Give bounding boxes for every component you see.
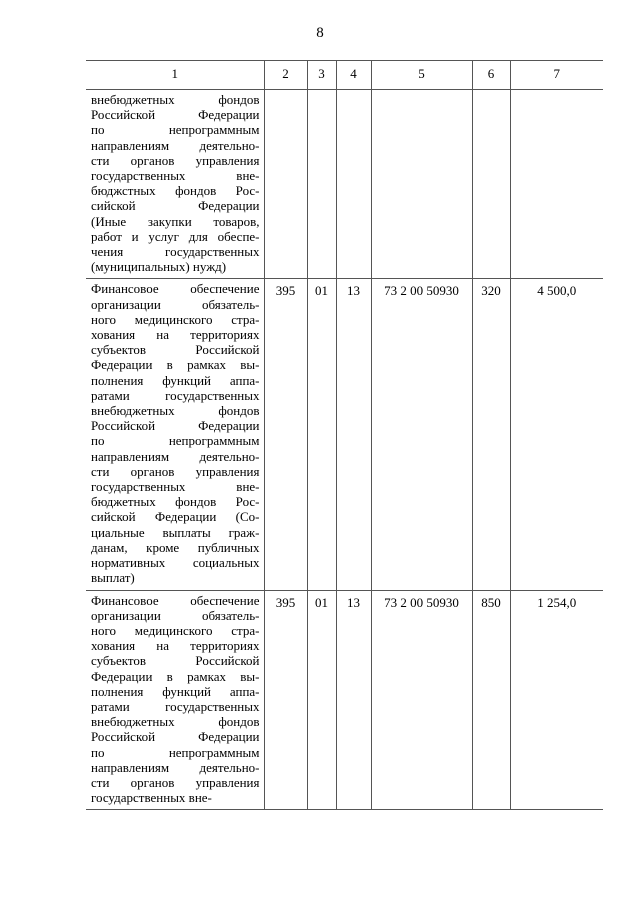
cell-target-article (371, 90, 472, 279)
description-line: государственных вне- (91, 479, 260, 495)
row-description (86, 279, 264, 590)
table-header-row (86, 61, 603, 90)
description-line: бюджетных фондов Рос- (91, 494, 260, 510)
description-line: (муниципальных) нужд) (91, 259, 227, 275)
header-col-5: 5 (371, 61, 472, 90)
description-line: сти органов управления (91, 463, 260, 479)
cell-admin-code (264, 90, 307, 279)
cell-section: 01 (307, 279, 336, 590)
description-line: ного медицинского стра- (91, 622, 260, 638)
description-line: Федерации в рамках вы- (91, 357, 260, 373)
description-line: государственных вне- (91, 168, 260, 184)
cell-admin-code: 395 (264, 590, 307, 810)
cell-amount: 1 254,0 (510, 590, 603, 810)
cell-expense-type: 850 (472, 590, 510, 810)
budget-table (86, 60, 603, 810)
description-line: хования на территориях (91, 638, 260, 654)
header-col-4: 4 (336, 61, 371, 90)
description-line: направлениям деятельно- (91, 759, 260, 775)
description-line: (Иные закупки товаров, (91, 213, 260, 229)
cell-target-article: 73 2 00 50930 (371, 590, 472, 810)
description-line: сийской Федерации (91, 198, 260, 214)
cell-expense-type: 320 (472, 279, 510, 590)
row-description (86, 590, 264, 810)
description-line: ного медицинского стра- (91, 311, 260, 327)
description-line: направлениям деятельно- (91, 137, 260, 153)
cell-subsection (336, 90, 371, 279)
description-line: Российской Федерации (91, 418, 260, 434)
row-description (86, 90, 264, 279)
description-line: организации обязатель- (91, 607, 260, 623)
description-line: Финансовое обеспечение (91, 592, 260, 608)
description-line: бюджстных фондов Рос- (91, 183, 260, 199)
table-row (86, 279, 603, 590)
description-line: субъектов Российской (91, 653, 260, 669)
description-line: внебюджетных фондов (91, 714, 260, 730)
cell-admin-code: 395 (264, 279, 307, 590)
description-line: сти органов управления (91, 774, 260, 790)
description-line: полнения функций аппа- (91, 683, 260, 699)
description-line: Федерации в рамках вы- (91, 668, 260, 684)
header-col-7: 7 (510, 61, 603, 90)
header-col-6: 6 (472, 61, 510, 90)
cell-expense-type (472, 90, 510, 279)
header-col-2: 2 (264, 61, 307, 90)
description-line: сти органов управления (91, 152, 260, 168)
cell-section: 01 (307, 590, 336, 810)
description-line: Российской Федерации (91, 107, 260, 123)
description-line: ратами государственных (91, 387, 260, 403)
description-line: по непрограммным (91, 122, 260, 138)
cell-target-article: 73 2 00 50930 (371, 279, 472, 590)
description-line: чения государственных (91, 244, 260, 260)
description-line: нормативных социальных (91, 555, 260, 571)
description-line: организации обязатель- (91, 296, 260, 312)
table-row (86, 90, 603, 279)
description-line: сийской Федерации (Со- (91, 509, 260, 525)
description-line: по непрограммным (91, 744, 260, 760)
description-line: работ и услуг для обеспе- (91, 228, 260, 244)
header-col-1: 1 (86, 61, 264, 90)
description-line: Российской Федерации (91, 729, 260, 745)
description-line: государственных вне- (91, 790, 212, 806)
cell-amount: 4 500,0 (510, 279, 603, 590)
description-line: выплат) (91, 570, 135, 586)
description-line: внебюджетных фондов (91, 403, 260, 419)
table-row (86, 590, 603, 810)
description-line: циальные выплаты граж- (91, 524, 260, 540)
cell-subsection: 13 (336, 590, 371, 810)
description-line: хования на территориях (91, 327, 260, 343)
description-line: ратами государственных (91, 698, 260, 714)
cell-subsection: 13 (336, 279, 371, 590)
description-line: внебюджетных фондов (91, 92, 260, 107)
page-number: 8 (316, 25, 324, 41)
cell-section (307, 90, 336, 279)
cell-amount (510, 90, 603, 279)
description-line: направлениям деятельно- (91, 448, 260, 464)
description-line: полнения функций аппа- (91, 372, 260, 388)
description-line: субъектов Российской (91, 342, 260, 358)
description-line: Финансовое обеспечение (91, 281, 260, 297)
description-line: данам, кроме публичных (91, 539, 260, 555)
header-col-3: 3 (307, 61, 336, 90)
description-line: по непрограммным (91, 433, 260, 449)
